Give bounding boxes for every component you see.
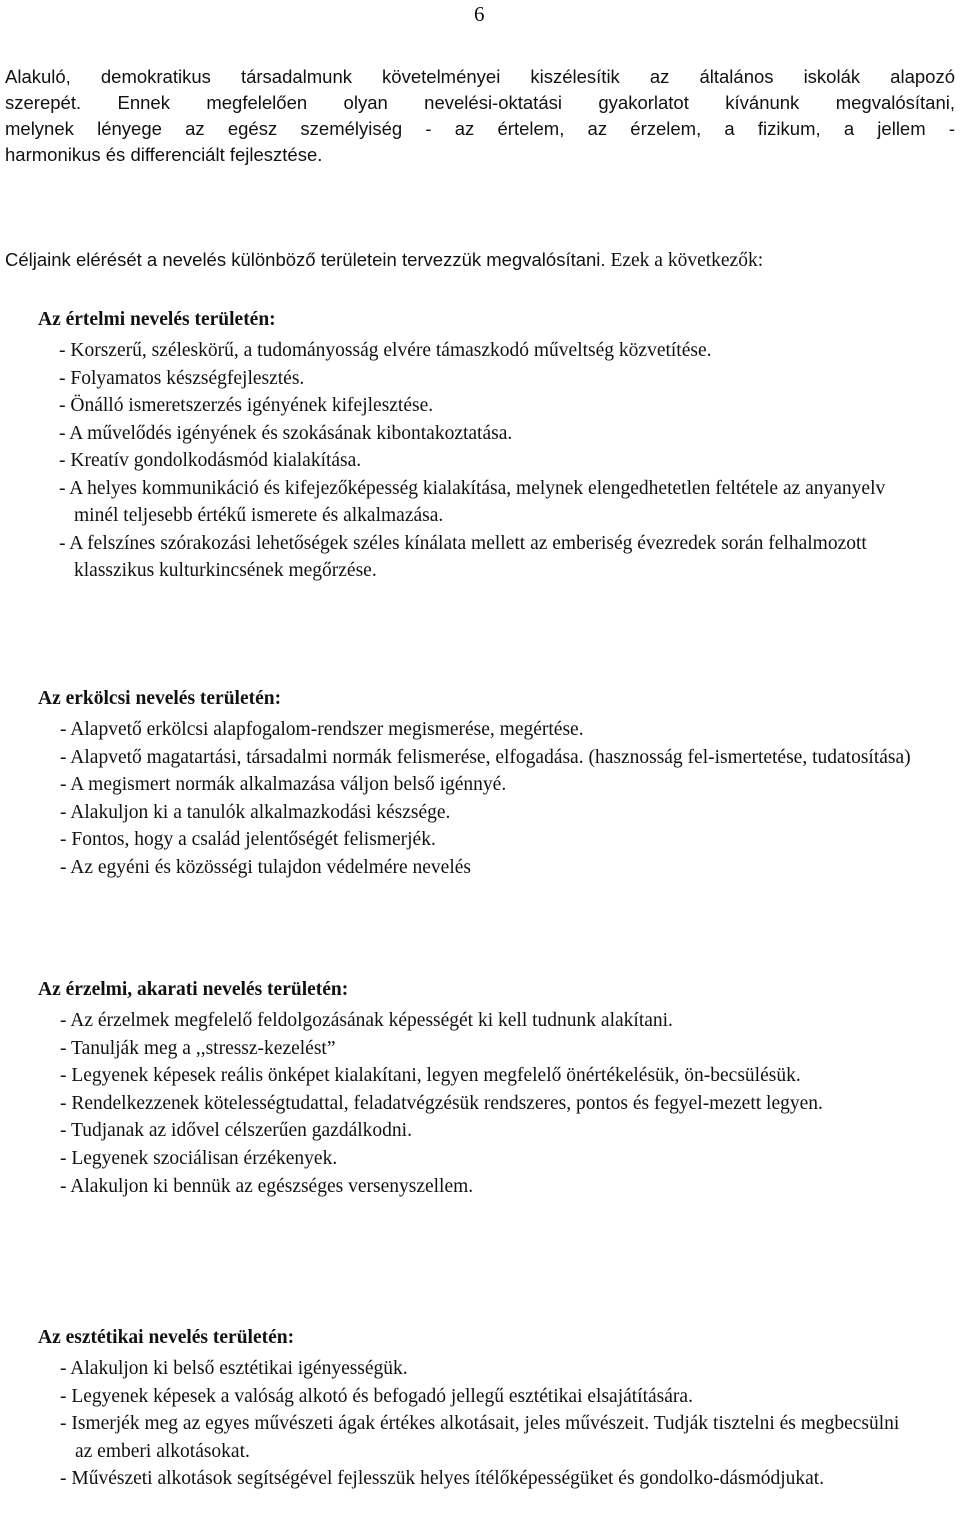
section-title: Az érzelmi, akarati nevelés területén:: [38, 979, 349, 1000]
intro-line: szerepét. Ennek megfelelően olyan nevelési-oktatási gyakorlatot kívánunk megvalósítani,: [5, 92, 955, 113]
goals-text: Céljaink elérését a nevelés különböző területein tervezzük megvalósítani.: [5, 249, 606, 270]
list-item: - Legyenek képesek a valóság alkotó és befogadó jellegű esztétikai elsajátítására.: [60, 1385, 693, 1407]
intro-line: Alakuló, demokratikus társadalmunk követelményei kiszélesítik az általános iskolák alapozó: [5, 66, 955, 87]
list-item: - Legyenek szociálisan érzékenyek.: [60, 1147, 338, 1169]
intro-line: harmonikus és differenciált fejlesztése.: [5, 144, 323, 165]
section-aesthetic: [38, 1325, 918, 1493]
list-item: - Alakuljon ki belső esztétikai igényességük.: [60, 1358, 408, 1379]
section-title: Az erkölcsi nevelés területén:: [38, 688, 282, 709]
list-item: - Korszerű, széleskörű, a tudományosság elvére támaszkodó műveltség közvetítése.: [59, 340, 712, 361]
list-item: - Művészeti alkotások segítségével fejlesszük helyes ítélőképességüket és gondolko-dásmódjukat.: [60, 1468, 825, 1490]
section-title: Az esztétikai nevelés területén:: [38, 1327, 295, 1348]
list-item: - A művelődés igényének és szokásának kibontakoztatása.: [59, 422, 513, 444]
goals-text-end: Ezek a következők:: [605, 250, 764, 271]
list-item: - Rendelkezzenek kötelességtudattal, feladatvégzésük rendszeres, pontos és fegyel-mezett legyen.: [60, 1092, 823, 1114]
list-item: - Alakuljon ki bennük az egészséges versenyszellem.: [60, 1175, 474, 1197]
list-item: - Folyamatos készségfejlesztés.: [59, 367, 305, 389]
list-item: - Az érzelmek megfelelő feldolgozásának képességét ki kell tudnunk alakítani.: [60, 1010, 673, 1031]
list-item: - Alapvető magatartási, társadalmi normák felismerése, elfogadása. (hasznosság fel-ismertetése, tudatosítása): [60, 746, 911, 768]
list-item: - Az egyéni és közösségi tulajdon védelmére nevelés: [60, 856, 471, 878]
intro-paragraph: [5, 64, 955, 168]
list-item: - Ismerjék meg az egyes művészeti ágak értékes alkotásait, jeles művészeit. Tudják tisztelni és megbecsülni az emberi alkotásokat.: [60, 1413, 900, 1462]
list-item: - Tudjanak az idővel célszerűen gazdálkodni.: [60, 1120, 412, 1142]
section-emotional: [38, 977, 918, 1200]
list-item: - A megismert normák alkalmazása váljon belső igénnyé.: [60, 774, 507, 796]
section-intellectual: [38, 307, 918, 585]
list-item: - Legyenek képesek reális önképet kialakítani, legyen megfelelő önértékelésük, ön-becsülésük.: [60, 1065, 801, 1087]
list-item: - Önálló ismeretszerzés igényének kifejlesztése.: [59, 395, 434, 416]
section-moral: [38, 686, 918, 882]
list-item: - Alakuljon ki a tanulók alkalmazkodási készsége.: [60, 801, 451, 823]
list-item: - Alapvető erkölcsi alapfogalom-rendszer megismerése, megértése.: [60, 719, 584, 740]
page-number: 6: [474, 2, 485, 26]
list-item: - Kreatív gondolkodásmód kialakítása.: [59, 450, 362, 471]
list-item: - A felszínes szórakozási lehetőségek széles kínálata mellett az emberiség évezredek során felhalmozott klasszikus kulturkincsének megőrzése.: [59, 532, 867, 581]
list-item: - Tanulják meg a ,,stressz-kezelést”: [60, 1037, 336, 1059]
intro-line: melynek lényege az egész személyiség - az értelem, az érzelem, a fizikum, a jellem -: [5, 118, 955, 139]
section-title: Az értelmi nevelés területén:: [38, 309, 276, 330]
list-item: - Fontos, hogy a család jelentőségét felismerjék.: [60, 829, 436, 851]
goals-sentence: [5, 247, 955, 274]
list-item: - A helyes kommunikáció és kifejezőképesség kialakítása, melynek elengedhetetlen feltétele az anyanyelv minél teljesebb értékű ismerete és alkalmazása.: [59, 477, 886, 526]
